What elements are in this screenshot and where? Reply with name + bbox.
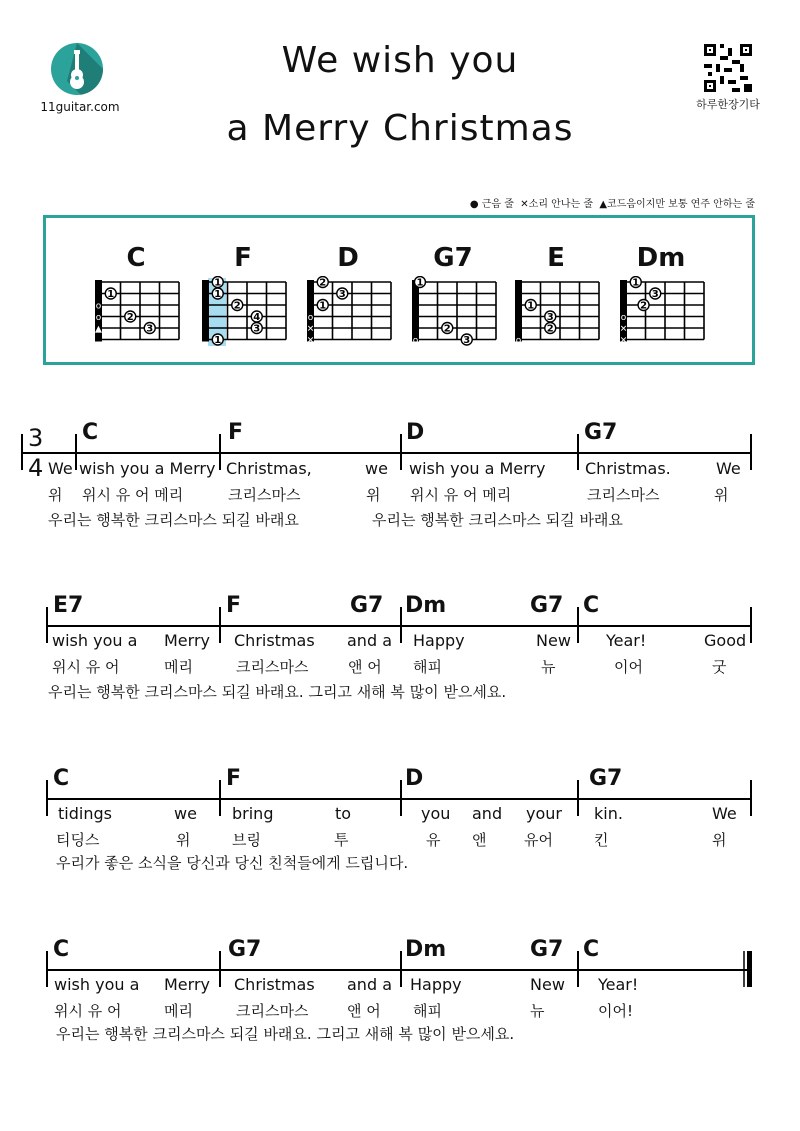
finger-dot bbox=[232, 300, 243, 312]
chord-label: D bbox=[405, 766, 424, 791]
time-signature-bottom: 4 bbox=[28, 454, 44, 482]
nut bbox=[515, 280, 522, 342]
chord-diagram-name: E bbox=[547, 243, 565, 273]
chord-label: G7 bbox=[530, 937, 564, 962]
korean-pronunciation: 위 bbox=[366, 486, 381, 504]
lyric-word: Christmas bbox=[234, 975, 315, 994]
translation: 우리는 행복한 크리스마스 되길 바래요 bbox=[48, 511, 299, 529]
korean-pronunciation: 위 bbox=[48, 486, 63, 504]
chord-label: C bbox=[53, 937, 70, 962]
open-string-marker: o bbox=[95, 301, 102, 312]
lyric-word: your bbox=[526, 804, 562, 823]
svg-text:3: 3 bbox=[546, 312, 554, 323]
chord-diagram-name: Dm bbox=[636, 243, 686, 273]
korean-pronunciation: 크리스마스 bbox=[236, 658, 309, 676]
finger-dot bbox=[650, 288, 661, 300]
finger-dot bbox=[414, 277, 425, 289]
korean-pronunciation: 앤 bbox=[472, 831, 487, 849]
korean-pronunciation: 위 bbox=[714, 486, 729, 504]
korean-pronunciation: 이어! bbox=[598, 1002, 633, 1020]
svg-text:1: 1 bbox=[416, 277, 424, 289]
finger-dot bbox=[525, 300, 536, 312]
lyric-word: we bbox=[174, 804, 197, 823]
qr-code-icon bbox=[704, 44, 752, 92]
korean-pronunciation: 메리 bbox=[164, 658, 193, 676]
lyric-word: and a bbox=[347, 631, 392, 650]
legend-optional: ▲코드음이지만 보통 연주 안하는 줄 bbox=[599, 199, 755, 210]
lyric-word: New bbox=[530, 975, 565, 994]
finger-dot bbox=[125, 311, 136, 323]
song-title-line2: a Merry Christmas bbox=[226, 108, 574, 149]
nut bbox=[202, 280, 209, 342]
svg-text:1: 1 bbox=[319, 300, 327, 312]
korean-pronunciation: 킨 bbox=[594, 831, 609, 849]
korean-pronunciation: 굿 bbox=[712, 658, 727, 676]
svg-text:3: 3 bbox=[463, 335, 471, 346]
chord-diagram bbox=[200, 276, 290, 348]
lyric-word: We bbox=[712, 804, 737, 823]
open-string-marker: o bbox=[620, 313, 627, 323]
korean-pronunciation: 해피 bbox=[413, 1002, 442, 1020]
song-title-line1: We wish you bbox=[281, 40, 519, 81]
open-string-marker: o bbox=[307, 313, 314, 323]
chord-label: F bbox=[226, 766, 242, 791]
chord-diagram-name: F bbox=[234, 243, 252, 273]
korean-pronunciation: 이어 bbox=[614, 658, 643, 676]
svg-text:3: 3 bbox=[146, 323, 154, 335]
svg-text:2: 2 bbox=[319, 277, 327, 289]
korean-pronunciation: 뉴 bbox=[530, 1002, 545, 1020]
finger-dot bbox=[317, 277, 328, 289]
svg-text:1: 1 bbox=[214, 277, 222, 289]
chord-diagram bbox=[93, 276, 183, 348]
korean-pronunciation: 크리스마스 bbox=[236, 1002, 309, 1020]
svg-text:4: 4 bbox=[253, 312, 261, 323]
lyric-word: you bbox=[421, 804, 451, 823]
open-string-marker: ✕ bbox=[619, 324, 628, 335]
svg-text:2: 2 bbox=[443, 323, 451, 335]
nut bbox=[412, 280, 419, 342]
korean-pronunciation: 앤 어 bbox=[348, 658, 382, 676]
qr-label: 하루한장기타 bbox=[696, 98, 760, 111]
lyric-word: Christmas bbox=[234, 631, 315, 650]
finger-dot bbox=[442, 323, 453, 335]
lyric-word: wish you a Merry bbox=[409, 459, 546, 478]
translation: 우리는 행복한 크리스마스 되길 바래요. 그리고 새해 복 많이 받으세요. bbox=[56, 1025, 515, 1043]
svg-text:1: 1 bbox=[107, 289, 115, 300]
chord-label: G7 bbox=[350, 593, 384, 618]
chord-label: G7 bbox=[530, 593, 564, 618]
lyric-word: bring bbox=[232, 804, 274, 823]
chord-diagram bbox=[305, 276, 395, 348]
lyric-word: Good bbox=[704, 631, 747, 650]
lyric-word: Christmas. bbox=[585, 459, 671, 478]
korean-pronunciation: 티딩스 bbox=[56, 831, 100, 849]
chord-label: C bbox=[82, 420, 99, 445]
finger-dot bbox=[251, 323, 262, 335]
translation: 우리는 행복한 크리스마스 되길 바래요 bbox=[372, 511, 623, 529]
korean-pronunciation: 투 bbox=[334, 831, 349, 849]
korean-pronunciation: 위 bbox=[176, 831, 191, 849]
lyric-word: Year! bbox=[606, 631, 647, 650]
open-string-marker: ▲ bbox=[95, 324, 102, 335]
finger-dot bbox=[638, 300, 649, 312]
open-string-marker: ✕ bbox=[619, 336, 628, 346]
chord-diagram bbox=[618, 276, 708, 348]
svg-text:3: 3 bbox=[253, 323, 261, 335]
lyric-word: and bbox=[472, 804, 503, 823]
open-string-marker: ✕ bbox=[306, 324, 315, 335]
finger-dot bbox=[251, 311, 262, 323]
legend-root: ● 근음 줄 bbox=[469, 199, 514, 210]
logo-text: 11guitar.com bbox=[40, 100, 120, 114]
chord-label: G7 bbox=[584, 420, 618, 445]
open-string-marker: ✕ bbox=[306, 336, 315, 346]
svg-text:3: 3 bbox=[338, 289, 346, 300]
chord-label: C bbox=[53, 766, 70, 791]
svg-text:1: 1 bbox=[214, 335, 222, 346]
korean-pronunciation: 해피 bbox=[413, 658, 442, 676]
lyric-word: We bbox=[716, 459, 741, 478]
finger-dot bbox=[630, 277, 641, 289]
korean-pronunciation: 위시 유 어 메리 bbox=[82, 486, 184, 504]
lyric-word: Merry bbox=[164, 975, 210, 994]
staff-line-3 bbox=[0, 766, 800, 816]
svg-text:1: 1 bbox=[214, 289, 222, 300]
lyric-word: tidings bbox=[58, 804, 112, 823]
finger-dot bbox=[337, 288, 348, 300]
chord-label: C bbox=[583, 593, 600, 618]
legend-muted: ✕소리 안나는 줄 bbox=[520, 199, 593, 210]
svg-text:1: 1 bbox=[527, 300, 535, 312]
lyric-word: New bbox=[536, 631, 571, 650]
svg-text:2: 2 bbox=[546, 323, 554, 335]
lyric-word: Merry bbox=[164, 631, 210, 650]
chord-label: D bbox=[406, 420, 425, 445]
korean-pronunciation: 크리스마스 bbox=[587, 486, 660, 504]
lyric-word: to bbox=[335, 804, 352, 823]
korean-pronunciation: 위시 유 어 메리 bbox=[410, 486, 512, 504]
chord-label: E7 bbox=[53, 593, 84, 618]
lyric-word: Happy bbox=[413, 631, 465, 650]
korean-pronunciation: 뉴 bbox=[541, 658, 556, 676]
lyric-word: and a bbox=[347, 975, 392, 994]
svg-text:2: 2 bbox=[126, 312, 134, 323]
chord-diagram-name: C bbox=[126, 243, 146, 273]
finger-dot bbox=[545, 311, 556, 323]
finger-dot bbox=[317, 300, 328, 312]
korean-pronunciation: 위시 유 어 bbox=[54, 1002, 122, 1020]
lyric-word: Christmas, bbox=[226, 459, 312, 478]
lyric-word: Year! bbox=[598, 975, 639, 994]
chord-diagram bbox=[410, 276, 500, 348]
finger-dot bbox=[105, 288, 116, 300]
chord-label: C bbox=[583, 937, 600, 962]
chord-label: F bbox=[226, 593, 242, 618]
finger-dot bbox=[461, 334, 472, 346]
finger-dot bbox=[212, 334, 223, 346]
svg-text:3: 3 bbox=[651, 289, 659, 300]
lyric-word: wish you a Merry bbox=[79, 459, 216, 478]
korean-pronunciation: 유어 bbox=[524, 831, 553, 849]
chord-label: Dm bbox=[405, 593, 447, 618]
lyric-word: wish you a bbox=[52, 631, 138, 650]
korean-pronunciation: 메리 bbox=[164, 1002, 193, 1020]
finger-dot bbox=[212, 277, 223, 289]
lyric-word: kin. bbox=[594, 804, 623, 823]
finger-dot bbox=[212, 288, 223, 300]
svg-text:2: 2 bbox=[233, 300, 241, 312]
translation: 우리가 좋은 소식을 당신과 당신 친척들에게 드립니다. bbox=[56, 854, 409, 872]
chord-diagram-name: G7 bbox=[433, 243, 473, 273]
korean-pronunciation: 브링 bbox=[232, 831, 261, 849]
translation: 우리는 행복한 크리스마스 되길 바래요. 그리고 새해 복 많이 받으세요. bbox=[48, 683, 507, 701]
chord-diagram bbox=[513, 276, 603, 348]
lyric-word: wish you a bbox=[54, 975, 140, 994]
korean-pronunciation: 유 bbox=[426, 831, 441, 849]
korean-pronunciation: 크리스마스 bbox=[228, 486, 301, 504]
chord-label: G7 bbox=[228, 937, 262, 962]
chord-label: G7 bbox=[589, 766, 623, 791]
time-signature-top: 3 bbox=[28, 424, 44, 452]
finger-dot bbox=[545, 323, 556, 335]
svg-text:1: 1 bbox=[632, 277, 640, 289]
chord-diagram-name: D bbox=[337, 243, 359, 273]
lyric-word: Happy bbox=[410, 975, 462, 994]
open-string-marker: o bbox=[95, 313, 102, 323]
chord-label: Dm bbox=[405, 937, 447, 962]
korean-pronunciation: 앤 어 bbox=[347, 1002, 381, 1020]
korean-pronunciation: 위시 유 어 bbox=[52, 658, 120, 676]
korean-pronunciation: 위 bbox=[712, 831, 727, 849]
open-string-marker: o bbox=[515, 336, 522, 346]
open-string-marker: o bbox=[412, 336, 419, 346]
lyric-word: We bbox=[48, 459, 73, 478]
lyric-word: we bbox=[365, 459, 388, 478]
logo-guitar-icon bbox=[51, 43, 103, 95]
chord-label: F bbox=[228, 420, 244, 445]
svg-text:2: 2 bbox=[640, 300, 648, 312]
finger-dot bbox=[144, 323, 155, 335]
legend bbox=[420, 195, 755, 210]
